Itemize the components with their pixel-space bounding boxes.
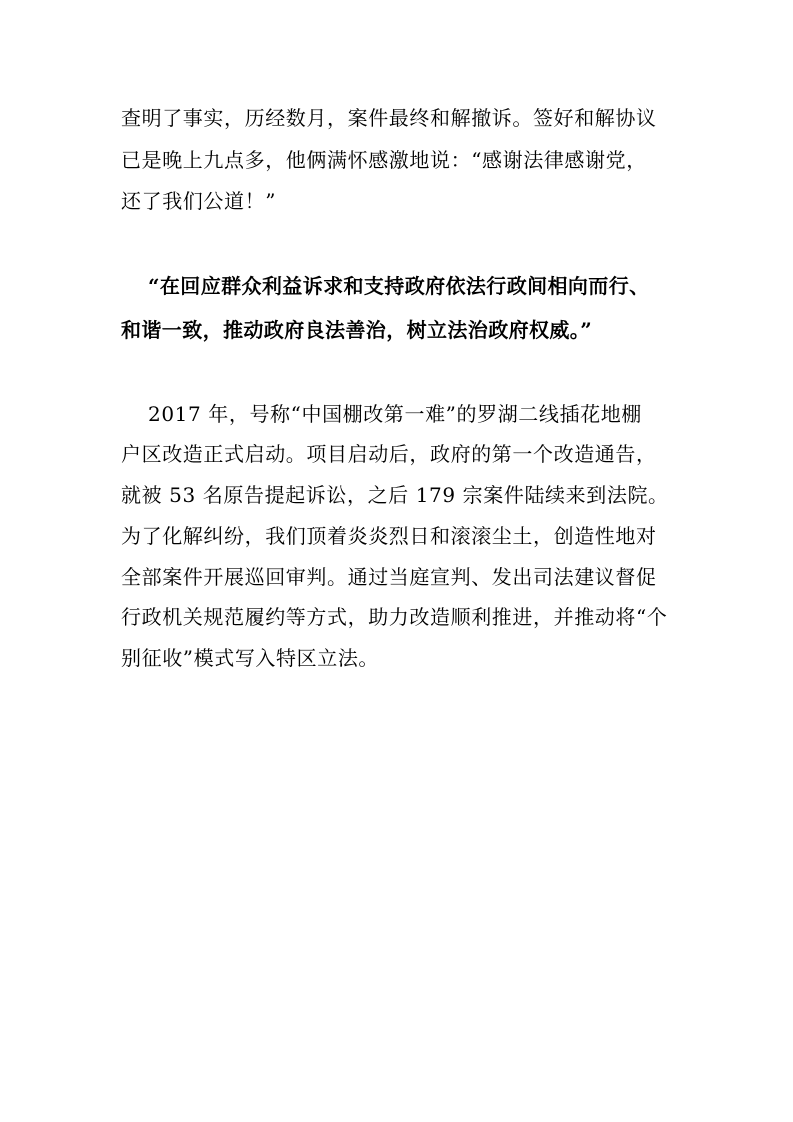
text-line: 别征收”模式写入特区立法。 [121, 646, 380, 670]
text-line: 查明了事实，历经数月，案件最终和解撤诉。签好和解协议 [121, 106, 657, 130]
text-line: 行政机关规范履约等方式，助力改造顺利推进，并推动将“个 [121, 605, 668, 629]
text-line: 2017 年，号称“中国棚改第一难”的罗湖二线插花地棚 [148, 402, 642, 426]
text-line: 就被 53 名原告提起诉讼，之后 179 宗案件陆续来到法院。 [121, 483, 669, 507]
text-line: 户区改造正式启动。项目启动后，政府的第一个改造通告， [121, 442, 657, 466]
quote-line: 和谐一致，推动政府良法善治，树立法治政府权威。” [121, 318, 593, 342]
text-line: 全部案件开展巡回审判。通过当庭宣判、发出司法建议督促 [121, 565, 657, 589]
text-line: 已是晚上九点多，他俩满怀感激地说：“感谢法律感谢党， [121, 148, 647, 172]
text-line: 为了化解纠纷，我们顶着炎炎烈日和滚滚尘土，创造性地对 [121, 524, 657, 548]
text-line: 还了我们公道！” [121, 189, 277, 213]
quote-line: “在回应群众利益诉求和支持政府依法行政间相向而行、 [148, 274, 650, 298]
